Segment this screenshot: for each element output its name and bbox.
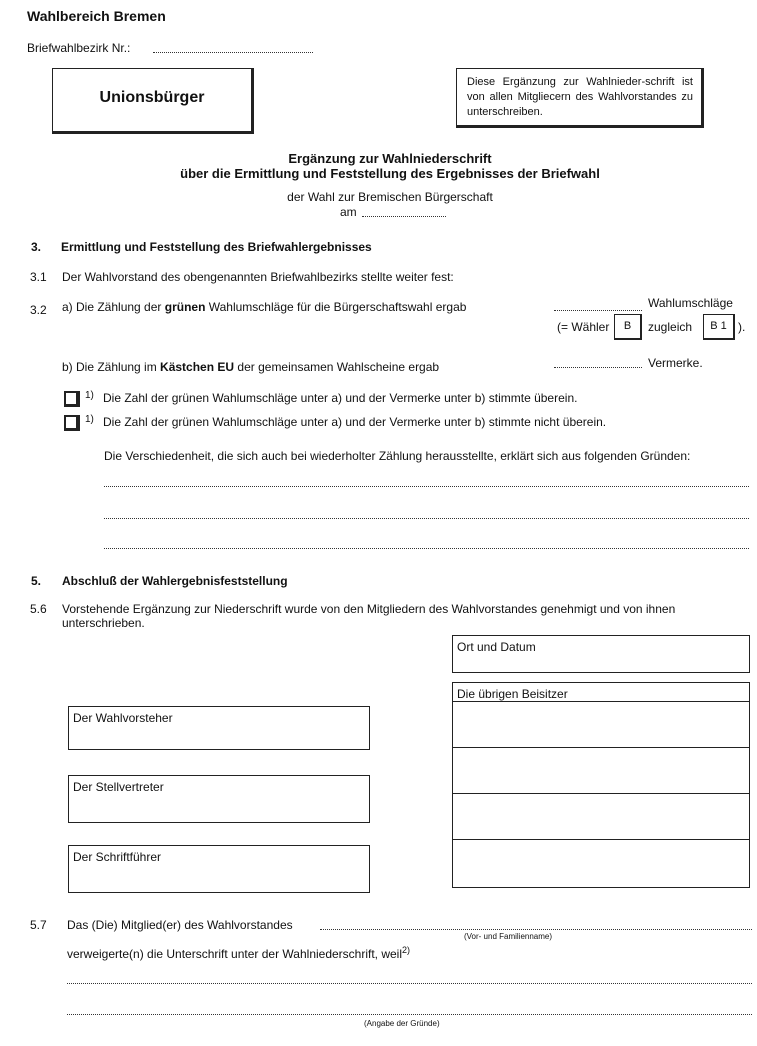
union-citizen-box <box>52 68 254 134</box>
assessors-box <box>452 682 750 888</box>
section-56-number: 5.6 <box>30 602 47 616</box>
assessors-divider-2 <box>453 747 749 748</box>
footnote-1-marker-2: 1) <box>85 414 94 425</box>
checkbox-mismatch[interactable] <box>64 415 80 431</box>
envelope-count-field[interactable] <box>554 310 642 311</box>
section-32a-suffix: Wahlumschläge für die Bürgerschaftswahl ergab <box>205 300 467 314</box>
waehler-close: ). <box>738 320 746 334</box>
refusal-reason-line-2[interactable] <box>67 1014 752 1015</box>
section-5-number: 5. <box>31 574 42 588</box>
checkbox-match[interactable] <box>64 391 80 407</box>
assessors-label: Die übrigen Beisitzer <box>457 687 568 701</box>
footnote-1-marker: 1) <box>85 390 94 401</box>
section-57-number: 5.7 <box>30 918 47 932</box>
notice-text: Diese Ergänzung zur Wahlnieder-schrift ist von allen Mitgliecern des Wahlvorstandes zu unterschreiben. <box>467 76 693 118</box>
box-b1[interactable]: B 1 <box>703 314 735 340</box>
zugleich-label: zugleich <box>648 320 693 334</box>
chair-label: Der Wahlvorsteher <box>73 711 173 725</box>
date-label: am <box>340 205 357 219</box>
date-field[interactable] <box>362 216 446 217</box>
chair-signature-box[interactable] <box>68 706 370 750</box>
ward-label: Briefwahlbezirk Nr.: <box>27 41 131 55</box>
checkbox-match-label: Die Zahl der grünen Wahlumschläge unter a) und der Vermerke unter b) stimmte überein. <box>103 391 578 405</box>
section-31-number: 3.1 <box>30 270 47 284</box>
reason-line-3[interactable] <box>104 548 749 549</box>
envelope-unit: Wahlumschläge <box>648 296 733 310</box>
place-date-box[interactable] <box>452 635 750 673</box>
doc-title-2: über die Ermittlung und Feststellung des Ergebnisses der Briefwahl <box>180 166 600 181</box>
place-date-label: Ort und Datum <box>457 640 536 654</box>
member-name-hint: (Vor- und Familienname) <box>464 932 553 941</box>
section-32a-prefix: a) Die Zählung der <box>62 300 165 314</box>
notice-box <box>456 68 704 128</box>
assessors-divider-1 <box>453 701 749 702</box>
section-31-text: Der Wahlvorstand des obengenannten Briefwahlbezirks stellte weiter fest: <box>62 270 454 284</box>
section-56-text: Vorstehende Ergänzung zur Niederschrift wurde von den Mitgliedern des Wahlvorstandes genehmigt und von ihnen unterschrieben. <box>62 602 676 630</box>
union-citizen-label: Unionsbürger <box>99 89 205 106</box>
ward-number-field[interactable] <box>153 52 313 53</box>
secretary-signature-box[interactable] <box>68 845 370 893</box>
waehler-label: (= Wähler <box>557 320 610 334</box>
refusal-reason-hint: (Angabe der Gründe) <box>364 1019 440 1028</box>
deputy-signature-box[interactable] <box>68 775 370 823</box>
doc-subtitle: der Wahl zur Bremischen Bürgerschaft <box>287 190 493 204</box>
difference-text: Die Verschiedenheit, die sich auch bei wiederholter Zählung herausstellte, erklärt sich aus folgenden Gründen: <box>104 449 691 463</box>
section-32a-bold: grünen <box>164 300 206 314</box>
assessors-divider-3 <box>453 793 749 794</box>
section-32b-bold: Kästchen EU <box>160 360 235 374</box>
doc-title-1: Ergänzung zur Wahlniederschrift <box>288 151 492 166</box>
section-32b-prefix: b) Die Zählung im <box>62 360 161 374</box>
secretary-label: Der Schriftführer <box>73 850 162 864</box>
deputy-label: Der Stellvertreter <box>73 780 164 794</box>
section-3-heading: Ermittlung und Feststellung des Briefwahlergebnisses <box>61 240 372 254</box>
district-title: Wahlbereich Bremen <box>27 8 166 24</box>
section-32b-suffix: der gemeinsamen Wahlscheine ergab <box>234 360 440 374</box>
section-3-number: 3. <box>31 240 42 254</box>
section-32-number: 3.2 <box>30 303 47 317</box>
refusal-text-main: verweigerte(n) die Unterschrift unter der Wahlniederschrift, weil <box>67 947 403 961</box>
member-name-field[interactable] <box>320 929 752 930</box>
section-32b-text <box>62 360 439 374</box>
checkbox-mismatch-label: Die Zahl der grünen Wahlumschläge unter a) und der Vermerke unter b) stimmte nicht überein. <box>103 415 607 429</box>
footnote-2-marker: 2) <box>402 945 411 955</box>
refusal-reason-line-1[interactable] <box>67 983 752 984</box>
notes-unit: Vermerke. <box>648 356 703 370</box>
section-32a-text <box>62 300 466 314</box>
notes-count-field[interactable] <box>554 367 642 368</box>
refusal-text <box>67 945 410 961</box>
reason-line-2[interactable] <box>104 518 749 519</box>
section-5-heading: Abschluß der Wahlergebnisfeststellung <box>62 574 288 588</box>
reason-line-1[interactable] <box>104 486 749 487</box>
box-b[interactable]: B <box>614 314 642 340</box>
assessors-divider-4 <box>453 839 749 840</box>
section-57-text: Das (Die) Mitglied(er) des Wahlvorstandes <box>67 918 293 932</box>
